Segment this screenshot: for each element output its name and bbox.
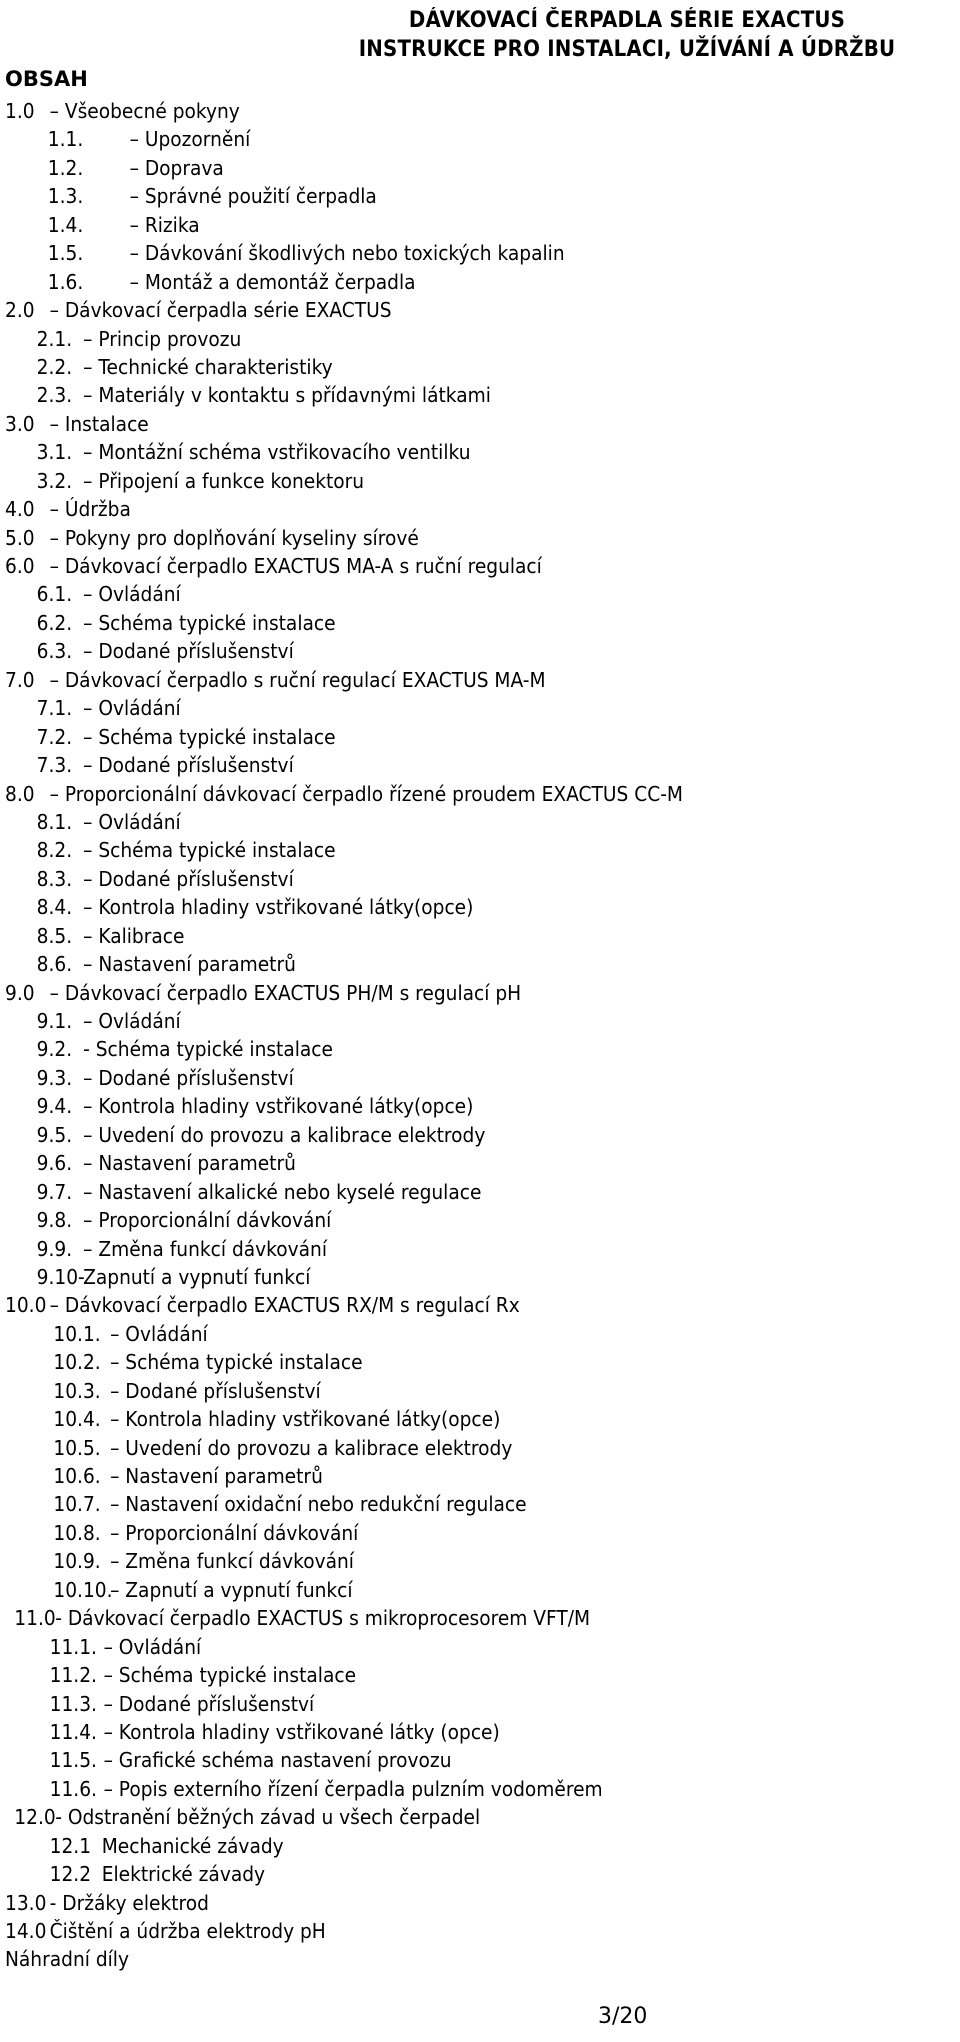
- toc-entry-number: 10.1.: [53, 1321, 101, 1346]
- toc-entry-number: 11.0: [14, 1606, 56, 1631]
- toc-entry: [5, 1490, 842, 1518]
- toc-entry-number: 10.3.: [53, 1378, 101, 1403]
- toc-entry: [5, 1291, 842, 1319]
- toc-entry-number: 6.0: [5, 554, 35, 578]
- toc-entry-number: 1.1.: [47, 127, 84, 152]
- toc-entry: [5, 438, 842, 466]
- toc-entry: [5, 552, 842, 580]
- toc-entry-number: 10.10.: [53, 1577, 113, 1602]
- toc-entry-title: – Ovládání: [83, 1009, 181, 1033]
- toc-entry: [5, 609, 842, 637]
- toc-entry-title: – Dávkovací čerpadla série EXACTUS: [49, 298, 392, 323]
- toc-entry-title: – Dodané příslušenství: [83, 866, 294, 891]
- toc-entry-number: 12.2: [49, 1862, 92, 1887]
- toc-entry-title: – Všeobecné pokyny: [49, 99, 240, 123]
- toc-entry-title: Náhradní díly: [5, 1947, 129, 1972]
- toc-entry-number: 11.2.: [49, 1663, 97, 1688]
- toc-entry-number: 4.0: [5, 497, 35, 522]
- toc-entry-title: - Odstranění běžných závad u všech čerpadel: [55, 1805, 481, 1830]
- toc-entry: [5, 1377, 842, 1405]
- toc-entry-number: 6.3.: [36, 639, 73, 664]
- toc-entry: [5, 410, 842, 438]
- toc-entry-number: 5.0: [5, 525, 35, 550]
- toc-entry-title: – Změna funkcí dávkování: [83, 1236, 328, 1261]
- toc-entry: [5, 1746, 842, 1774]
- toc-entry: [5, 268, 842, 296]
- toc-entry: [5, 1832, 842, 1860]
- toc-entry-number: 8.1.: [36, 809, 73, 834]
- toc-entry: [5, 1064, 842, 1092]
- toc-entry-title: – Dodané příslušenství: [83, 753, 294, 778]
- toc-entry-number: 9.2.: [36, 1037, 73, 1062]
- toc-entry-number: 13.0: [5, 1890, 47, 1915]
- toc-entry-title: – Připojení a funkce konektoru: [83, 468, 365, 493]
- toc-entry: [5, 182, 842, 210]
- toc-entry-title: – Dávkovací čerpadlo s ruční regulací EXACTUS MA-M: [49, 667, 546, 692]
- toc-entry-title: – Kontrola hladiny vstřikované látky(opce): [83, 895, 474, 920]
- toc-entry-number: 9.6.: [36, 1151, 73, 1176]
- toc-entry: [5, 524, 842, 552]
- toc-entry-title: Mechanické závady: [101, 1833, 284, 1858]
- toc-entry: [5, 780, 842, 808]
- toc-entry-title: – Proporcionální dávkovací čerpadlo řízené proudem EXACTUS CC-M: [49, 781, 683, 806]
- toc-entry: [5, 125, 842, 153]
- toc-entry: [5, 836, 842, 864]
- document-title-line-2: INSTRUKCE PRO INSTALACI, UŽÍVÁNÍ A ÚDRŽBU: [358, 37, 896, 62]
- toc-entry-title: – Schéma typické instalace: [83, 724, 336, 749]
- toc-entry-number: 3.1.: [36, 440, 73, 465]
- toc-entry-title: – Ovládání: [110, 1321, 208, 1346]
- toc-entry: [5, 580, 842, 608]
- toc-entry-title: – Popis externího řízení čerpadla pulzním vodoměrem: [103, 1776, 603, 1801]
- document-title: [294, 6, 960, 64]
- toc-entry-number: 8.3.: [36, 866, 73, 891]
- toc-entry-title: – Schéma typické instalace: [103, 1663, 357, 1688]
- toc-entry: [5, 495, 842, 523]
- toc-entry: [5, 211, 842, 239]
- toc-entry-title: – Doprava: [129, 155, 224, 180]
- toc-entry-number: 2.1.: [36, 326, 73, 351]
- toc-entry-title: – Ovládání: [83, 696, 181, 721]
- toc-entry: [5, 1860, 842, 1888]
- toc-entry: [5, 751, 842, 779]
- toc-entry-title: – Ovládání: [83, 809, 181, 834]
- toc-entry-title: – Schéma typické instalace: [83, 838, 336, 863]
- toc-entry-title: – Instalace: [49, 411, 149, 436]
- toc-entry-title: – Dávkovací čerpadlo EXACTUS PH/M s regulací pH: [49, 980, 522, 1005]
- toc-entry: [5, 1462, 842, 1490]
- toc-entry-number: 8.2.: [36, 838, 73, 863]
- toc-entry-title: Čištění a údržba elektrody pH: [49, 1919, 326, 1943]
- toc-entry-number: 9.5.: [36, 1122, 73, 1147]
- toc-entry: [5, 1035, 842, 1063]
- toc-entry-title: – Materiály v kontaktu s přídavnými látkami: [83, 383, 491, 408]
- toc-entry-title: – Dodané příslušenství: [83, 1065, 294, 1090]
- toc-entry-number: 8.4.: [36, 895, 73, 920]
- toc-entry-number: 12.0: [14, 1805, 56, 1830]
- toc-entry-title: – Údržba: [49, 497, 131, 522]
- toc-entry-title: – Proporcionální dávkování: [83, 1208, 332, 1233]
- toc-entry: [5, 1348, 842, 1376]
- toc-entry-title: – Upozornění: [129, 127, 251, 152]
- toc-entry: [5, 1405, 842, 1433]
- toc-entry: [5, 1917, 842, 1945]
- toc-entry-number: 7.0: [5, 667, 35, 692]
- toc-entry-number: 9.1.: [36, 1009, 73, 1033]
- toc-entry-title: – Nastavení parametrů: [83, 1151, 296, 1176]
- toc-entry-title: – Montáž a demontáž čerpadla: [129, 269, 416, 294]
- toc-entry-number: 9.0: [5, 980, 35, 1005]
- toc-entry-number: 1.0: [5, 99, 35, 123]
- toc-entry-title: – Ovládání: [103, 1634, 202, 1659]
- toc-entry-number: 11.6.: [49, 1776, 97, 1801]
- toc-entry-title: – Schéma typické instalace: [110, 1350, 363, 1375]
- toc-entry-number: 9.10-: [36, 1264, 85, 1289]
- toc-entry-title: – Dávkovací čerpadlo EXACTUS RX/M s regulací Rx: [49, 1293, 520, 1318]
- toc-entry: [5, 1945, 842, 1973]
- toc-entry-title: – Kalibrace: [83, 923, 185, 948]
- toc-entry: [5, 979, 842, 1007]
- toc-entry-title: – Proporcionální dávkování: [110, 1520, 359, 1545]
- toc-entry: [5, 1235, 842, 1263]
- toc-entry-number: 1.2.: [47, 155, 84, 180]
- toc-entry: [5, 1178, 842, 1206]
- toc-entry-number: 6.1.: [36, 582, 73, 607]
- toc-entry: [5, 1576, 842, 1604]
- toc-entry: [5, 1604, 842, 1632]
- toc-entry: [5, 325, 842, 353]
- toc-entry-title: – Rizika: [129, 212, 200, 237]
- toc-heading: OBSAH: [5, 67, 88, 91]
- toc-entry-title: - Schéma typické instalace: [83, 1037, 333, 1062]
- toc-entry: [5, 666, 842, 694]
- toc-entry-number: 1.3.: [47, 184, 84, 209]
- toc-entry-number: 11.5.: [49, 1748, 97, 1773]
- toc-entry-title: – Montážní schéma vstřikovacího ventilku: [83, 440, 471, 465]
- toc-entry: [5, 1775, 842, 1803]
- toc-entry-title: – Zapnutí a vypnutí funkcí: [110, 1577, 353, 1602]
- toc-entry-number: 10.4.: [53, 1407, 101, 1432]
- toc-entry-number: 9.9.: [36, 1236, 73, 1261]
- toc-entry: [5, 353, 842, 381]
- toc-entry-title: - Dávkovací čerpadlo EXACTUS s mikroprocesorem VFT/M: [55, 1606, 591, 1631]
- toc-entry: [5, 296, 842, 324]
- toc-entry-number: 1.4.: [47, 212, 84, 237]
- toc-entry-number: 2.3.: [36, 383, 73, 408]
- toc-entry-title: – Kontrola hladiny vstřikované látky (opce): [103, 1719, 500, 1744]
- toc-entry-number: 10.5.: [53, 1435, 101, 1460]
- toc-entry: [5, 637, 842, 665]
- toc-entry-title: – Princip provozu: [83, 326, 242, 351]
- toc-entry: [5, 865, 842, 893]
- toc-entry: [5, 1661, 842, 1689]
- toc-entry: [5, 1206, 842, 1234]
- toc-entry-number: 10.2.: [53, 1350, 101, 1375]
- toc-entry-title: – Schéma typické instalace: [83, 610, 336, 635]
- toc-entry-title: – Změna funkcí dávkování: [110, 1549, 354, 1574]
- toc-entry-number: 11.1.: [49, 1634, 97, 1659]
- toc-entry-number: 2.2.: [36, 354, 73, 379]
- toc-entry-number: 6.2.: [36, 610, 73, 635]
- toc-entry: [5, 467, 842, 495]
- toc-entry: [5, 1149, 842, 1177]
- toc-entry-number: 10.8.: [53, 1520, 101, 1545]
- toc-entry-number: 8.0: [5, 781, 35, 806]
- toc-entry-number: 9.7.: [36, 1179, 73, 1204]
- toc-entry-number: 1.5.: [47, 241, 84, 266]
- toc-entry: [5, 893, 842, 921]
- toc-entry-title: – Správné použití čerpadla: [129, 184, 377, 209]
- toc-entry: [5, 1633, 842, 1661]
- toc-entry-number: 11.4.: [49, 1719, 97, 1744]
- toc-entry-title: – Ovládání: [83, 582, 181, 607]
- toc-entry-number: 10.7.: [53, 1492, 101, 1517]
- toc-entry-number: 7.1.: [36, 696, 73, 721]
- toc-entry-title: – Technické charakteristiky: [83, 354, 333, 379]
- toc-entry-number: 12.1: [49, 1833, 92, 1858]
- toc-entry-number: 2.0: [5, 298, 35, 323]
- toc-entry: [5, 97, 842, 125]
- toc-entry-title: – Nastavení alkalické nebo kyselé regulace: [83, 1179, 482, 1204]
- toc-entry: [5, 1092, 842, 1120]
- toc-entry-number: 10.6.: [53, 1464, 101, 1488]
- toc-entry-title: – Kontrola hladiny vstřikované látky(opce): [83, 1094, 474, 1119]
- toc-entry-number: 8.6.: [36, 952, 73, 977]
- toc-entry-title: – Nastavení parametrů: [83, 952, 296, 977]
- toc-entry: [5, 1547, 842, 1575]
- document-title-line-1: DÁVKOVACÍ ČERPADLA SÉRIE EXACTUS: [408, 8, 846, 33]
- toc-entry-title: – Dávkování škodlivých nebo toxických kapalin: [129, 241, 565, 266]
- toc-entry-number: 9.8.: [36, 1208, 73, 1233]
- toc-entry-number: 8.5.: [36, 923, 73, 948]
- toc-entry-number: 10.9.: [53, 1549, 101, 1574]
- table-of-contents: [5, 97, 905, 1974]
- toc-entry-number: 7.2.: [36, 724, 73, 749]
- toc-entry-title: – Nastavení parametrů: [110, 1464, 323, 1488]
- toc-entry: [5, 1690, 842, 1718]
- toc-entry-title: – Grafické schéma nastavení provozu: [103, 1748, 452, 1773]
- toc-entry-title: – Dodané příslušenství: [83, 639, 294, 664]
- toc-entry: [5, 154, 842, 182]
- toc-entry-number: 14.0: [5, 1919, 47, 1943]
- page-number: 3/20: [598, 2004, 648, 2029]
- toc-entry-number: 1.6.: [47, 269, 84, 294]
- toc-entry-title: – Uvedení do provozu a kalibrace elektrody: [110, 1435, 513, 1460]
- toc-entry: [5, 922, 842, 950]
- toc-entry: [5, 1718, 842, 1746]
- toc-entry: [5, 808, 842, 836]
- toc-entry: [5, 1803, 842, 1831]
- toc-entry-number: 9.4.: [36, 1094, 73, 1119]
- toc-entry: [5, 1121, 842, 1149]
- toc-entry: [5, 1007, 842, 1035]
- toc-entry-number: 3.0: [5, 411, 35, 436]
- toc-entry: [5, 723, 842, 751]
- toc-entry-title: – Dávkovací čerpadlo EXACTUS MA-A s ruční regulací: [49, 554, 542, 578]
- toc-entry: [5, 694, 842, 722]
- toc-entry: [5, 1519, 842, 1547]
- toc-entry-title: – Dodané příslušenství: [103, 1691, 315, 1716]
- toc-entry-number: 11.3.: [49, 1691, 97, 1716]
- toc-entry: [5, 381, 842, 409]
- toc-entry: [5, 1263, 842, 1291]
- toc-entry-title: – Kontrola hladiny vstřikované látky(opce): [110, 1407, 501, 1432]
- toc-entry-title: – Uvedení do provozu a kalibrace elektrody: [83, 1122, 486, 1147]
- toc-entry: [5, 1320, 842, 1348]
- toc-entry-number: 10.0: [5, 1293, 47, 1318]
- toc-entry: [5, 239, 842, 267]
- toc-entry-title: - Držáky elektrod: [49, 1890, 209, 1915]
- toc-entry-number: 7.3.: [36, 753, 73, 778]
- toc-entry: [5, 1889, 842, 1917]
- toc-entry-number: 3.2.: [36, 468, 73, 493]
- toc-entry-title: – Pokyny pro doplňování kyseliny sírové: [49, 525, 419, 550]
- toc-entry-number: 9.3.: [36, 1065, 73, 1090]
- toc-entry-title: – Nastavení oxidační nebo redukční regulace: [110, 1492, 527, 1517]
- toc-entry: [5, 1434, 842, 1462]
- toc-entry-title: Zapnutí a vypnutí funkcí: [83, 1264, 311, 1289]
- toc-entry-title: Elektrické závady: [101, 1862, 266, 1887]
- toc-entry-title: – Dodané příslušenství: [110, 1378, 321, 1403]
- toc-entry: [5, 950, 842, 978]
